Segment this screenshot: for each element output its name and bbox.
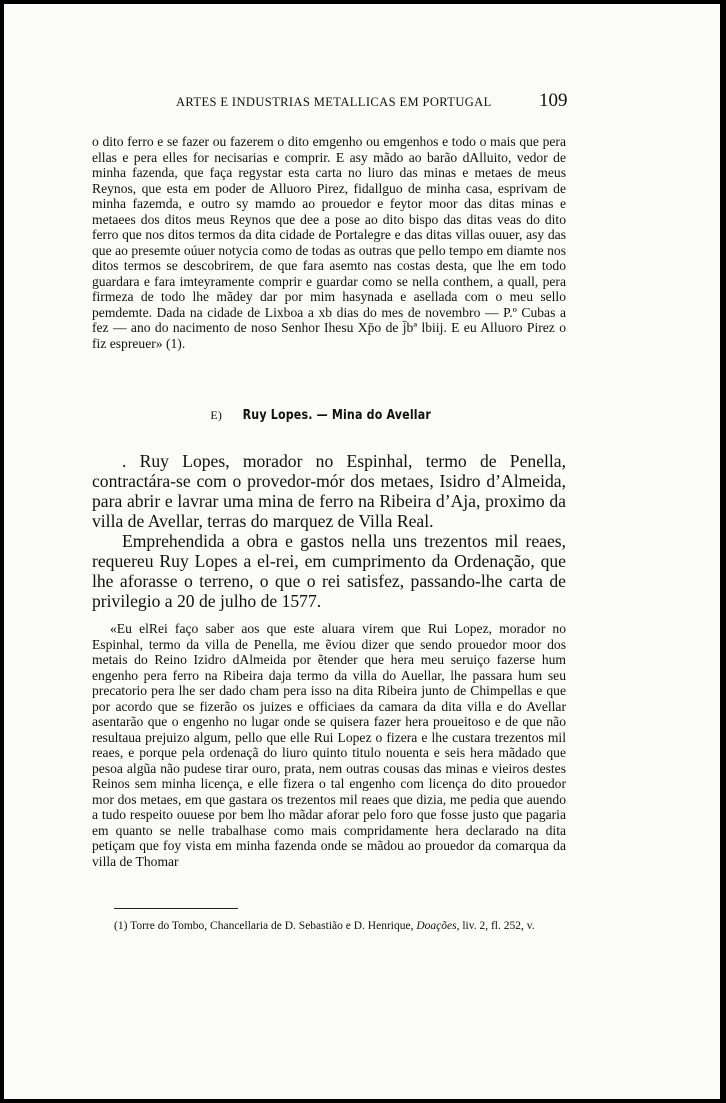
footnote-text: Torre do Tombo, Chancellaria de D. Sebastião e D. Henrique, xyxy=(130,920,414,932)
book-page xyxy=(4,4,720,1099)
section-heading xyxy=(92,407,566,424)
section-title: Ruy Lopes. — Mina do Avellar xyxy=(242,408,432,423)
body-paragraph: Emprehendida a obra e gastos nella uns trezentos mil reaes, requereu Ruy Lopes a el-rei, em cumprimento da Ordenação, que lhe aforasse o terreno, o que o rei satisfez, passando-lhe carta de privilegio a 20 de julho de 1577. xyxy=(92,531,566,611)
running-title: ARTES E INDUSTRIAS METALLICAS EM PORTUGAL xyxy=(176,95,492,109)
quoted-alvara xyxy=(92,621,566,869)
footnote-ref: liv. 2, fl. 252, v. xyxy=(462,920,535,932)
quoted-document-continuation xyxy=(92,134,566,351)
footnote-divider xyxy=(114,908,238,909)
body-paragraph: . Ruy Lopes, morador no Espinhal, termo de Penella, contractára-se com o provedor-mór dos metaes, Isidro d’Almeida, para abrir e lavrar uma mina de ferro na Ribeira d’Aja, proximo da villa de Avellar, terras do marquez de Villa Real. xyxy=(92,451,566,531)
section-label: E) xyxy=(210,408,223,422)
page-number: 109 xyxy=(539,90,568,111)
body-text xyxy=(92,451,566,611)
footnote-marker: (1) xyxy=(114,920,128,932)
quote-paragraph: «Eu elRei faço saber aos que este aluara virem que Rui Lopez, morador no Espinhal, termo da villa de Penella, me ẽviou dizer que sendo prouedor moor dos metais do Reino Izidro dAlmeida por ẽtender que hera meu seruiço fazerse hum engenho pera ferro na Ribeira daja termo da villa do Auellar, lhe passara hum seu precatorio pera lhe ser dado cham pera isso na dita Ribeira junto de Chimpellas e que por acordo que se fizerão os juizes e officiaes da camara da dita villa e do Avellar asentarão que o engenho no lugar onde se quisera fazer hera proueitoso e de que não resultaua prejuizo algum, pello que elle Rui Lopez o fizera e lhe custara trezentos mil reaes, e porque pela ordenaçã do liuro quinto titulo nouenta e seis hera mãdado que pesoa algũa não pudese tirar ouro, prata, nem outras cousas das minas e vieiros destes Reinos sem minha licença, e elle fizera o tal engenho com licença do dito prouedor mor dos metaes, em que gastara os trezentos mil reaes que dizia, me pedia que auendo a tudo respeito ouuese por bem lho mãdar aforar pelo foro que fosse justo que pagaria em quanto se nelle trabalhase como mais compridamente hera declarado na dita petiçam que foy vista em minha fazenda onde se mãdou ao prouedor da comarqua da villa de Thomar xyxy=(92,621,566,869)
footnote-italic: Doações, xyxy=(416,920,460,932)
footnote xyxy=(92,919,566,933)
running-header xyxy=(176,95,566,110)
quote-paragraph: o dito ferro e se fazer ou fazerem o dito emgenho ou emgenhos e todo o mais que pera ellas e pera elles for necisarias e comprir. E asy mãdo ao barão dAlluito, vedor de minha fazenda, que faça regystar esta carta no liuro das minas e metaes de meus Reynos, que esta em poder de Alluoro Pirez, fidallguo de minha casa, esprivam de minha fazemda, e outro sy mamdo ao prouedor e feytor moor das ditas minas e metaees dos ditos meus Reynos que dee a pose ao dito bispo das ditas veas do dito ferro que nos ditos termos da dita cidade de Portalegre e das ditas villas ouuer, asy das que ao presemte oúuer notycia como de todas as outras que pello tempo em diamte nos ditos termos se descobrirem, de que fara asemto nas costas desta, que lhe em todo guardara e fara imteyramente comprir e guardar como se nella conthem, a quall, pera firmeza de todo lhe mãdey dar por mim hasynada e asellada com o meu sello pemdemte. Dada na cidade de Lixboa a xb dias do mes de novembro — P.º Cubas a fez — ano do nacimento de noso Senhor Ihesu Xp̄o de j̄bª lbiij. E eu Alluoro Pirez o fiz espreuer» (1). xyxy=(92,134,566,351)
